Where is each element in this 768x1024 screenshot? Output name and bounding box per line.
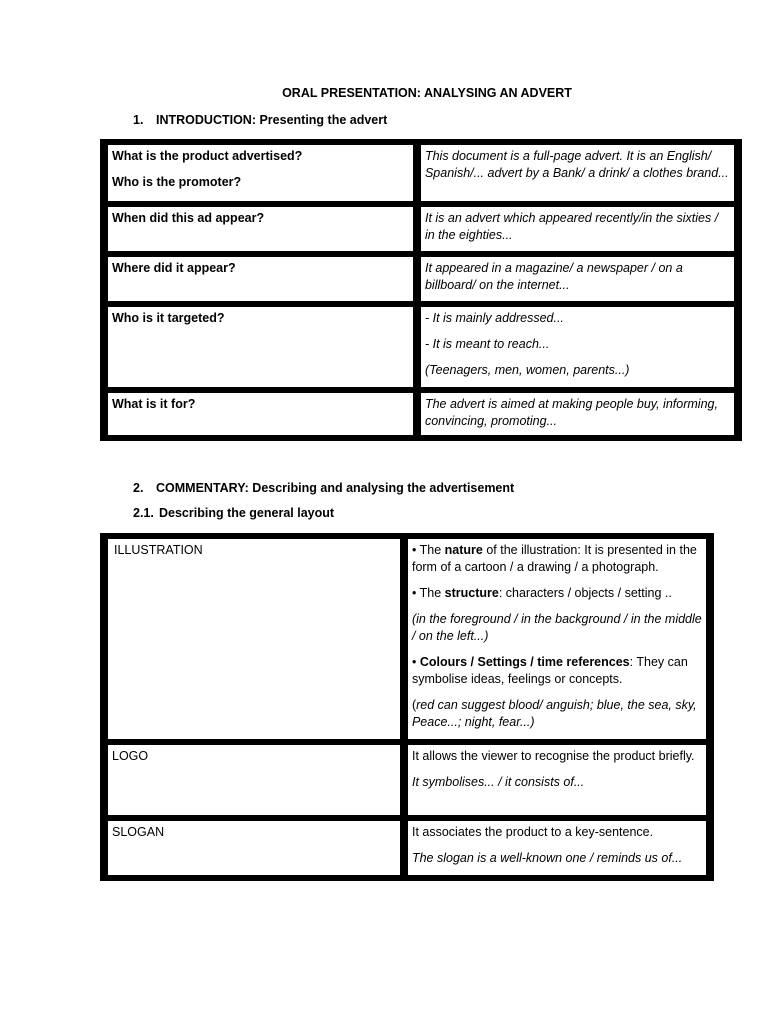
answer-cell: The advert is aimed at making people buy, informing, convincing, promoting... [421, 393, 734, 435]
answer-cell [421, 307, 734, 387]
table-row [108, 207, 734, 251]
logo-label: LOGO [112, 749, 149, 763]
question-cell [108, 145, 413, 201]
description-cell [408, 745, 706, 815]
answer-line: (Teenagers, men, women, parents...) [424, 363, 630, 377]
slogan-label: SLOGAN [112, 825, 165, 839]
table-row [108, 145, 734, 201]
table-row [108, 539, 706, 739]
logo-example-paragraph: It symbolises... / it consists of... [411, 775, 585, 789]
nature-paragraph [412, 542, 702, 576]
question-cell: Who is it targeted? [108, 307, 413, 387]
answer-cell: This document is a full-page advert. It is an English/ Spanish/... advert by a Bank/ a drink/ a clothes brand... [421, 145, 734, 201]
colours-paragraph [412, 654, 702, 688]
description-cell [408, 539, 706, 739]
table-row [108, 393, 734, 435]
structure-paragraph [412, 585, 702, 602]
text-run: of the illustration: It is presented in the form of a cartoon / a drawing / a photograph. [411, 543, 697, 574]
text-run: ( [411, 698, 417, 712]
answer-line: - It is meant to reach... [424, 337, 550, 351]
position-paragraph: (in the foreground / in the background / in the middle / on the left...) [411, 612, 702, 643]
label-cell [108, 539, 400, 739]
text-run: nature [444, 543, 483, 557]
label-cell [108, 821, 400, 875]
section-2-1-number: 2.1. [133, 506, 154, 520]
slogan-example-paragraph: The slogan is a well-known one / reminds us of... [411, 851, 683, 865]
layout-table [100, 533, 714, 881]
section-2-bold: COMMENTARY: [156, 481, 249, 495]
section-2-number: 2. [133, 481, 144, 495]
text-run: Colours / Settings / time references [419, 655, 630, 669]
question-promoter: Who is the promoter? [112, 175, 242, 189]
colours-example-paragraph [412, 697, 702, 731]
section-2-1-label: Describing the general layout [159, 506, 335, 520]
question-cell: When did this ad appear? [108, 207, 413, 251]
table-row [108, 307, 734, 387]
table-row [108, 745, 706, 815]
question-cell: What is it for? [108, 393, 413, 435]
bullet-icon: • [411, 655, 417, 669]
section-2-1-heading [133, 506, 334, 520]
answer-cell: It is an advert which appeared recently/in the sixties / in the eighties... [421, 207, 734, 251]
answer-line: - It is mainly addressed... [424, 311, 564, 325]
illustration-label: ILLUSTRATION [114, 543, 203, 557]
description-cell [408, 821, 706, 875]
text-run: : They can symbolise ideas, feelings or concepts. [411, 655, 688, 686]
section-1-heading [133, 113, 387, 127]
table-row [108, 257, 734, 301]
text-run: The [419, 586, 442, 600]
introduction-table [100, 139, 742, 441]
label-cell [108, 745, 400, 815]
text-run: structure [444, 586, 499, 600]
section-1-label: INTRODUCTION: Presenting the advert [156, 113, 388, 127]
text-run: red can suggest blood/ anguish; blue, the sea, sky, Peace...; night, fear...) [411, 698, 697, 729]
section-2-heading [133, 481, 514, 495]
document-title: ORAL PRESENTATION: ANALYSING AN ADVERT [282, 86, 572, 100]
question-cell: Where did it appear? [108, 257, 413, 301]
bullet-icon: • [411, 543, 417, 557]
question-product: What is the product advertised? [112, 149, 303, 163]
answer-cell: It appeared in a magazine/ a newspaper / on a billboard/ on the internet... [421, 257, 734, 301]
text-run: The [419, 543, 442, 557]
text-run: : characters / objects / setting .. [498, 586, 672, 600]
bullet-icon: • [411, 586, 417, 600]
logo-paragraph: It allows the viewer to recognise the product briefly. [411, 749, 695, 763]
section-2-rest: Describing and analysing the advertisement [252, 481, 515, 495]
slogan-paragraph: It associates the product to a key-sentence. [411, 825, 654, 839]
section-1-number: 1. [133, 113, 144, 127]
table-row [108, 821, 706, 875]
